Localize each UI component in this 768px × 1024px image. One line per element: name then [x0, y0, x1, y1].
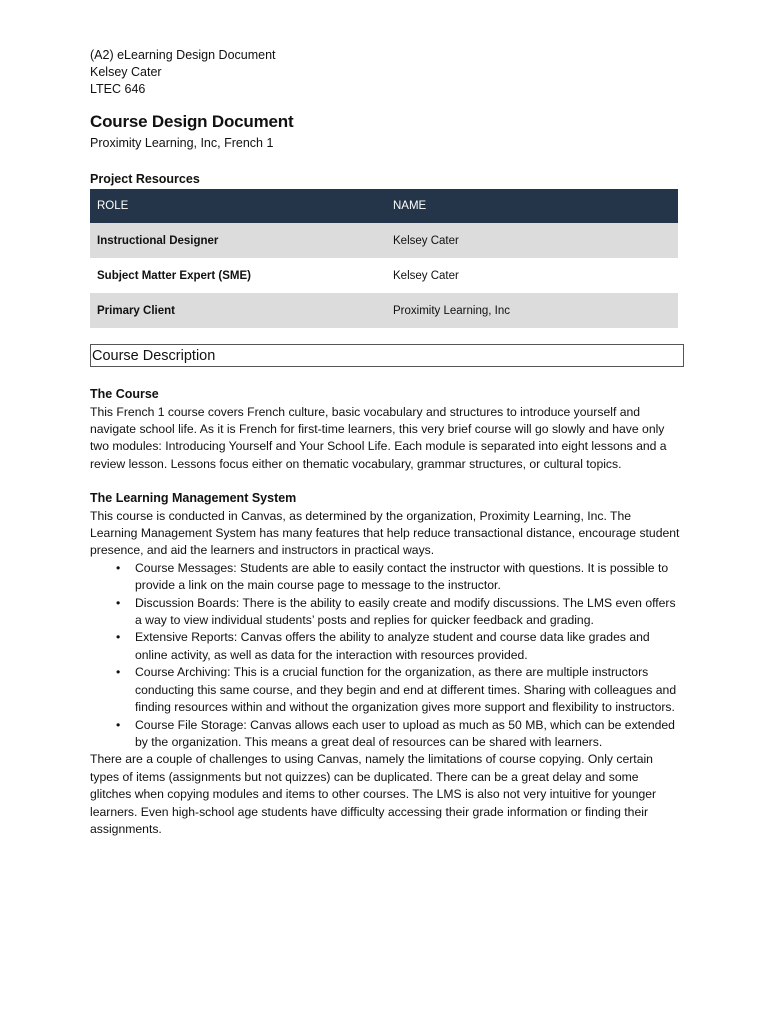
list-item — [90, 664, 681, 716]
table-row — [90, 223, 678, 258]
list-item — [90, 629, 681, 664]
bullet-icon: • — [116, 595, 121, 610]
column-header-name: NAME — [386, 189, 678, 223]
lms-paragraph: This course is conducted in Canvas, as determined by the organization, Proximity Learning, Inc. The Learning Management System has many features that help reduce transactional distance, encourage student presence, and aid the learners and instructors in practical ways. — [90, 508, 680, 558]
project-resources-heading: Project Resources — [90, 172, 200, 186]
role-cell: Subject Matter Expert (SME) — [97, 269, 251, 282]
table-row — [90, 258, 678, 293]
header-assignment: (A2) eLearning Design Document — [90, 48, 276, 62]
bullet-icon: • — [116, 560, 121, 575]
project-resources-table — [90, 189, 678, 328]
bullet-icon: • — [116, 665, 121, 680]
document-title: Course Design Document — [90, 112, 294, 131]
feature-text: Extensive Reports: Canvas offers the ability to analyze student and course data like grades and online activity, as well as data for the interaction with resources provided. — [135, 630, 650, 662]
role-cell: Instructional Designer — [90, 223, 386, 258]
the-course-heading: The Course — [90, 387, 159, 401]
role-cell: Primary Client — [90, 293, 386, 328]
document-page — [90, 47, 686, 838]
course-description-section-heading — [90, 344, 684, 367]
header-course-code: LTEC 646 — [90, 82, 146, 96]
name-cell: Kelsey Cater — [393, 269, 459, 282]
lms-heading: The Learning Management System — [90, 491, 297, 506]
list-item — [90, 595, 681, 630]
column-header-role: ROLE — [90, 189, 386, 223]
bullet-icon: • — [116, 630, 121, 645]
name-cell: Kelsey Cater — [386, 223, 678, 258]
feature-text: Course File Storage: Canvas allows each user to upload as much as 50 MB, which can be extended by the organization. This means a great deal of resources can be shared with learners. — [135, 717, 675, 749]
bullet-icon: • — [116, 717, 121, 732]
table-row — [90, 293, 678, 328]
list-item — [90, 560, 681, 595]
feature-text: Discussion Boards: There is the ability to easily create and modify discussions. The LMS even offers a way to view individual students’ posts and replies for quicker feedback and grading. — [135, 595, 676, 628]
lms-feature-list — [90, 560, 686, 751]
header-author: Kelsey Cater — [90, 65, 162, 79]
the-course-paragraph: This French 1 course covers French culture, basic vocabulary and structures to introduce yourself and navigate school life. As it is French for first-time learners, this very brief course will go slowly and have only two modules: Introducing Yourself and Your School Life. Each module is separated into eight lessons and a review lesson. Lessons focus either on thematic vocabulary, grammar structures, or cultural topics. — [90, 404, 667, 471]
feature-text: Course Messages: Students are able to easily contact the instructor with questions. It is possible to provide a link on the main course page to message to the instructor. — [135, 560, 669, 593]
feature-text: Course Archiving: This is a crucial function for the organization, as there are multiple instructors conducting this same course, and they begin and end at different times. Sharing with colleagues and finding resources within and without the organization gives more support and flexibility to instructors. — [135, 665, 677, 715]
course-description-heading-text: Course Description — [92, 348, 216, 364]
list-item — [90, 717, 681, 752]
document-subtitle: Proximity Learning, Inc, French 1 — [90, 136, 274, 150]
challenges-paragraph: There are a couple of challenges to using Canvas, namely the limitations of course copying. Only certain types of items (assignments but not quizzes) can be duplicated. There can be a great delay and some glitches when copying modules and items to other courses. The LMS is also not very intuitive for younger learners. Even high-school age students have difficulty accessing their grade information or finding their assignments. — [90, 752, 657, 836]
name-cell: Proximity Learning, Inc — [386, 293, 678, 328]
table-header-row — [90, 189, 678, 223]
